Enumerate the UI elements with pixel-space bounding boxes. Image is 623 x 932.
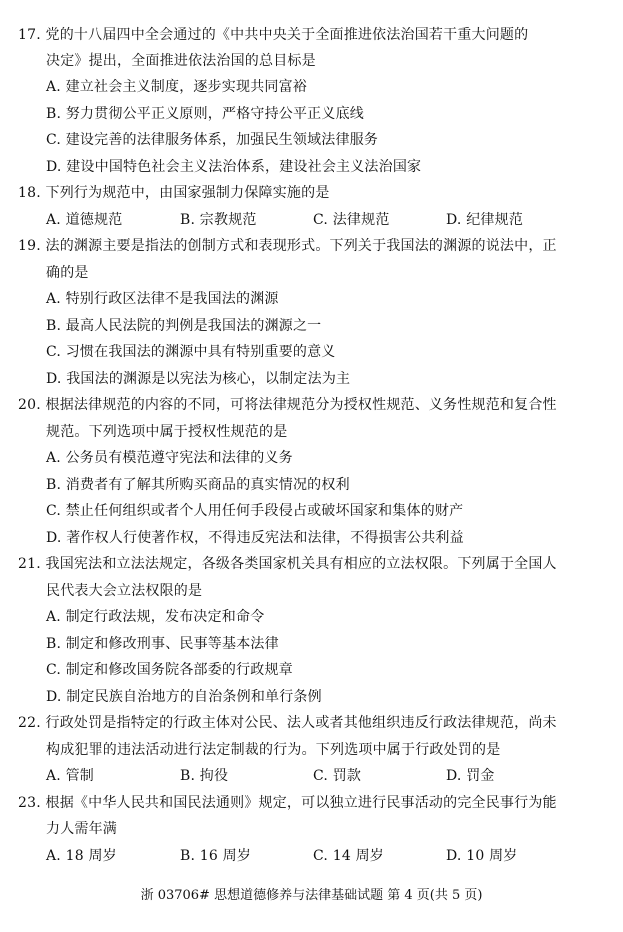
question-21-option-d: D. 制定民族自治地方的自治条例和单行条例 (46, 689, 322, 705)
question-18-stem-line-1: 18. 下列行为规范中，由国家强制力保障实施的是 (18, 185, 330, 201)
question-20-option-d: D. 著作权人行使著作权，不得违反宪法和法律，不得损害公共利益 (46, 530, 464, 546)
question-17-option-d: D. 建设中国特色社会主义法治体系，建设社会主义法治国家 (46, 159, 422, 175)
question-23-option-b: B. 16 周岁 (180, 848, 252, 864)
question-20-option-a: A. 公务员有模范遵守宪法和法律的义务 (46, 450, 293, 466)
question-19-stem-line-1: 19. 法的渊源主要是指法的创制方式和表现形式。下列关于我国法的渊源的说法中，正 (18, 238, 557, 254)
question-21-stem-line-1: 21. 我国宪法和立法法规定，各级各类国家机关具有相应的立法权限。下列属于全国人 (18, 556, 557, 572)
question-23-option-c: C. 14 周岁 (313, 848, 384, 864)
question-23-stem-line-2: 力人需年满 (46, 821, 117, 837)
question-22-stem-line-2: 构成犯罪的违法活动进行法定制裁的行为。下列选项中属于行政处罚的是 (46, 742, 501, 758)
question-17-option-a: A. 建立社会主义制度，逐步实现共同富裕 (46, 79, 308, 95)
question-18-option-b: B. 宗教规范 (180, 212, 257, 228)
question-20-option-c: C. 禁止任何组织或者个人用任何手段侵占或破坏国家和集体的财产 (46, 503, 464, 519)
question-23-option-d: D. 10 周岁 (446, 848, 518, 864)
question-20-option-b: B. 消费者有了解其所购买商品的真实情况的权利 (46, 477, 350, 493)
question-19-option-b: B. 最高人民法院的判例是我国法的渊源之一 (46, 318, 322, 334)
question-18-option-d: D. 纪律规范 (446, 212, 524, 228)
question-20-stem-line-1: 20. 根据法律规范的内容的不同，可将法律规范分为授权性规范、义务性规范和复合性 (18, 397, 557, 413)
question-22-stem-line-1: 22. 行政处罚是指特定的行政主体对公民、法人或者其他组织违反行政法律规范，尚未 (18, 715, 557, 731)
question-18-option-c: C. 法律规范 (313, 212, 390, 228)
question-21-stem-line-2: 民代表大会立法权限的是 (46, 583, 203, 599)
question-22-option-a: A. 管制 (46, 768, 95, 784)
question-17-option-c: C. 建设完善的法律服务体系，加强民生领域法律服务 (46, 132, 379, 148)
question-19-option-c: C. 习惯在我国法的渊源中具有特别重要的意义 (46, 344, 336, 360)
question-18-option-a: A. 道德规范 (46, 212, 123, 228)
question-23-option-a: A. 18 周岁 (46, 848, 117, 864)
question-22-option-d: D. 罚金 (446, 768, 495, 784)
question-21-option-a: A. 制定行政法规，发布决定和命令 (46, 609, 265, 625)
question-22-option-b: B. 拘役 (180, 768, 229, 784)
question-22-option-c: C. 罚款 (313, 768, 362, 784)
question-20-stem-line-2: 规范。下列选项中属于授权性规范的是 (46, 424, 288, 440)
page-footer: 浙 03706# 思想道德修养与法律基础试题 第 4 页(共 5 页) (140, 888, 483, 903)
question-19-option-a: A. 特别行政区法律不是我国法的渊源 (46, 291, 279, 307)
question-19-option-d: D. 我国法的渊源是以宪法为核心，以制定法为主 (46, 371, 351, 387)
question-17-stem-line-1: 17. 党的十八届四中全会通过的《中共中央关于全面推进依法治国若干重大问题的 (18, 27, 529, 43)
question-21-option-b: B. 制定和修改刑事、民事等基本法律 (46, 636, 279, 652)
question-17-option-b: B. 努力贯彻公平正义原则，严格守持公平正义底线 (46, 106, 364, 122)
question-19-stem-line-2: 确的是 (46, 265, 89, 281)
question-17-stem-line-2: 决定》提出，全面推进依法治国的总目标是 (46, 53, 316, 69)
question-23-stem-line-1: 23. 根据《中华人民共和国民法通则》规定，可以独立进行民事活动的完全民事行为能 (18, 795, 557, 811)
question-21-option-c: C. 制定和修改国务院各部委的行政规章 (46, 662, 293, 678)
